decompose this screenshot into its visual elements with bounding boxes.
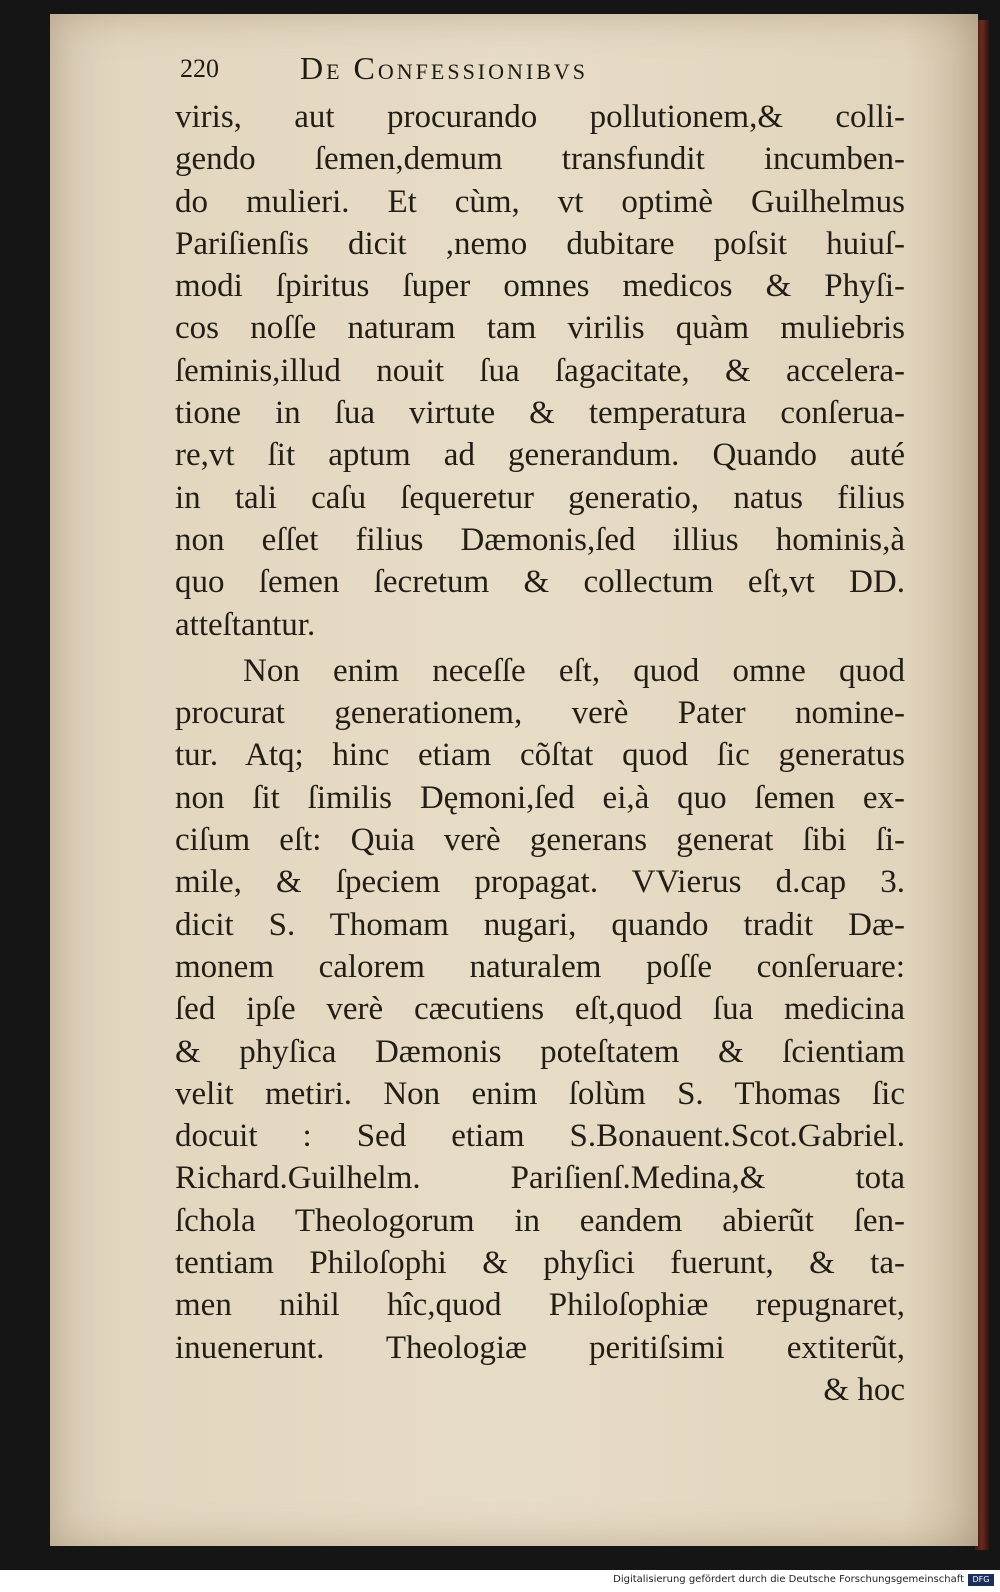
page-header	[180, 50, 900, 90]
text-line: monem calorem naturalem poſſe conſeruare:	[175, 948, 905, 985]
text-line: tentiam Philoſophi & phyſici fuerunt, & ta-	[175, 1245, 905, 1282]
text-line: non ſit ſimilis Dęmoni,ſed ei,à quo ſemen ex-	[175, 779, 905, 816]
text-line: dicit S. Thomam nugari, quando tradit Dæ-	[175, 906, 905, 943]
text-line: ſed ipſe verè cæcutiens eſt,quod ſua medicina	[175, 991, 905, 1028]
text-line: tur. Atq; hinc etiam cõſtat quod ſic generatus	[175, 737, 905, 774]
text-line: in tali caſu ſequeretur generatio, natus filius	[175, 479, 905, 516]
text-line: non eſſet filius Dæmonis,ſed illius hominis,à	[175, 521, 905, 558]
text-line: ſeminis,illud nouit ſua ſagacitate, & accelera-	[175, 352, 905, 389]
text-line: men nihil hîc,quod Philoſophiæ repugnaret,	[175, 1287, 905, 1324]
footer-bar	[0, 1570, 1000, 1592]
text-line: velit metiri. Non enim ſolùm S. Thomas ſic	[175, 1075, 905, 1112]
text-line: modi ſpiritus ſuper omnes medicos & Phyſi-	[175, 268, 905, 305]
text-line: gendo ſemen,demum transfundit incumben-	[175, 141, 905, 178]
catchword: & hoc	[823, 1371, 905, 1408]
text-line: ſchola Theologorum in eandem abierũt ſen-	[175, 1202, 905, 1239]
text-line: quo ſemen ſecretum & collectum eſt,vt DD.	[175, 564, 905, 601]
text-line: Richard.Guilhelm. Pariſienſ.Medina,& tota	[175, 1160, 905, 1197]
text-line: tione in ſua virtute & temperatura conſerua-	[175, 395, 905, 432]
text-line: procurat generationem, verè Pater nomine-	[175, 695, 905, 732]
text-line: atteſtantur.	[175, 606, 316, 643]
text-line: mile, & ſpeciem propagat. VVierus d.cap 3.	[175, 864, 905, 901]
text-line: ciſum eſt: Quia verè generans generat ſibi ſi-	[175, 822, 905, 859]
page-number: 220	[180, 54, 219, 83]
text-line: docuit : Sed etiam S.Bonauent.Scot.Gabriel.	[175, 1118, 905, 1155]
text-line: cos noſſe naturam tam virilis quàm muliebris	[175, 310, 905, 347]
text-line: re,vt ſit aptum ad generandum. Quando auté	[175, 437, 905, 474]
running-title: De Confessionibvs	[300, 50, 589, 86]
text-line: & phyſica Dæmonis poteſtatem & ſcientiam	[175, 1033, 905, 1070]
text-line: inuenerunt. Theologiæ peritiſsimi extiterũt,	[175, 1329, 905, 1366]
dfg-logo: DFG	[968, 1574, 994, 1586]
funding-credit: Digitalisierung gefördert durch die Deutsche Forschungsgemeinschaft	[613, 1574, 964, 1585]
paragraph-start-line: Non enim neceſſe eſt, quod omne quod	[243, 652, 905, 689]
text-line: do mulieri. Et cùm, vt optimè Guilhelmus	[175, 183, 905, 220]
text-line: Pariſienſis dicit ,nemo dubitare poſsit huiuſ-	[175, 225, 905, 262]
text-line: viris, aut procurando pollutionem,& colli-	[175, 99, 905, 135]
body-text	[175, 96, 905, 1411]
